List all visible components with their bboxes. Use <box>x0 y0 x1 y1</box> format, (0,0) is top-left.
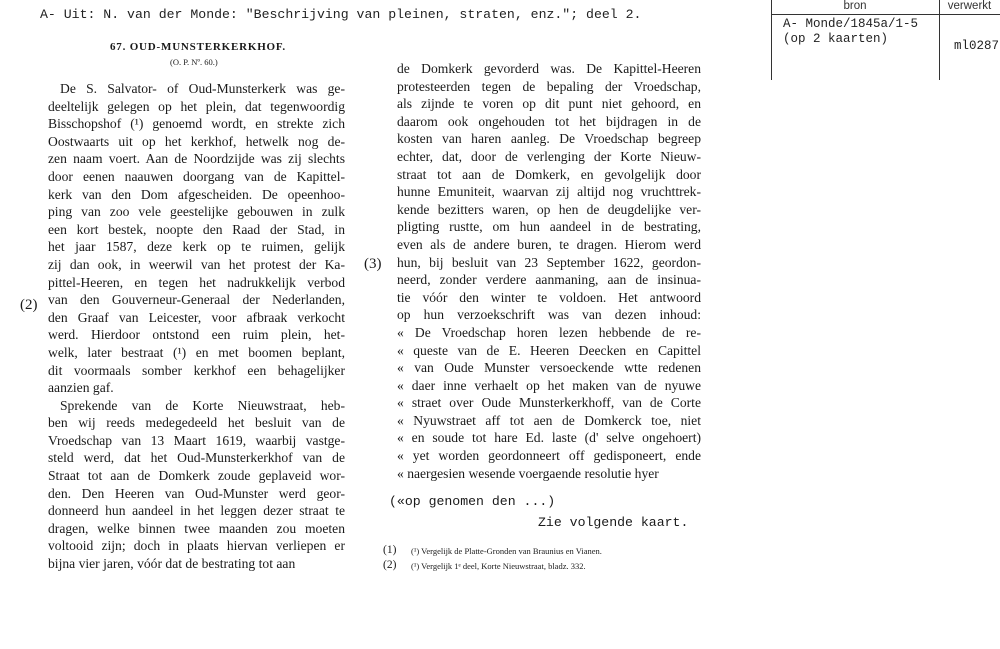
table-border-left <box>771 0 772 80</box>
text-line: neerd, zonder verdere aanmaning, aan de insinua- <box>397 272 701 288</box>
text-line: « en soude tot hare Ed. laste (d' selve ongehoert) <box>397 430 701 446</box>
text-line: tie vóór den winter te voldoen. Het antwoord <box>397 289 701 305</box>
text-line: even als de andere buren, te dragen. Hierom werd <box>397 236 701 252</box>
text-line: daarom ook ongehouden tot het bijdragen in de <box>397 113 701 129</box>
text-line: Vroedschap van 13 Maart 1619, waarbij vastge- <box>48 432 345 448</box>
text-line: voltooid zijn; doch in plaats hiervan verliepen er <box>48 538 345 554</box>
text-line: deeltelijk gelegen op het plein, dat tegenwoordig <box>48 98 345 114</box>
text-line: donneerd hun aandeel in het leggen dezer straat te <box>48 503 345 519</box>
text-line: zen naam voert. Aan de Noordzijde was zij slechts <box>48 151 345 167</box>
table-header-verwerkt: verwerkt <box>947 0 992 12</box>
text-line: welk, later bestraat (¹) en met boomen beplant, <box>48 344 345 360</box>
bron-line: A- Monde/1845a/1-5 <box>783 17 919 31</box>
text-line: zij dan ook, in weerwil van het protest der Ka- <box>48 256 345 272</box>
text-line: Oostwaarts uit op het kerkhof, hetwelk nog de- <box>48 133 345 149</box>
text-line: werd. Hierdoor ontstond een ruim plein, het- <box>48 327 345 343</box>
text-line: protesteerden tegen de bepaling der Vroedschap, <box>397 78 701 94</box>
text-line: « queste van de E. Heeren Deecken en Capittel <box>397 342 701 358</box>
text-line: pittel-Heeren, en tegen het nadrukkelijk verbod <box>48 274 345 290</box>
table-cell-bron <box>783 17 918 47</box>
text-line: echter, dat, door de verlenging der Korte Nieuw- <box>397 148 701 164</box>
text-line: dragen, welke binnen twee maanden zou moeten <box>48 520 345 536</box>
footnote-mark: (1) <box>383 544 397 556</box>
margin-note-2: (2) <box>20 297 38 313</box>
article-subheading: (O. P. Nº. 60.) <box>170 57 218 67</box>
continuation-note: Zie volgende kaart. <box>538 515 689 530</box>
text-line: aanzien gaf. <box>48 380 114 396</box>
text-column-right <box>397 60 701 482</box>
table-column-divider <box>939 0 940 80</box>
text-line: « De Vroedschap horen lezen hebbende de re- <box>397 324 701 340</box>
text-line: de Domkerk gevorderd was. De Kapittel-Heeren <box>397 61 701 76</box>
text-line: hun, bij besluit van 23 September 1622, geordon- <box>397 254 701 270</box>
text-line: « yet worden geordonneert off gedisponeert, ende <box>397 448 701 464</box>
text-line: Sprekende van de Korte Nieuwstraat, heb- <box>60 397 345 413</box>
text-line: op hun verzoekschrift was van dezen inhoud: <box>397 307 701 323</box>
text-line: pligting rustte, om hun aandeel in de bestrating, <box>397 219 701 235</box>
footnote-text: (¹) Vergelijk 1ᵉ deel, Korte Nieuwstraat, bladz. 332. <box>411 561 586 571</box>
text-line: steld werd, dat het Oud-Munsterkerkhof van de <box>48 450 345 466</box>
text-line: dit voormaals somber kerkhof een behagelijker <box>48 362 345 378</box>
source-citation-line: A- Uit: N. van der Monde: "Beschrijving van pleinen, straten, enz."; deel 2. <box>40 7 642 22</box>
margin-note-3: (3) <box>364 256 382 272</box>
text-line: den. Den Heeren van Oud-Munster werd geor- <box>48 485 345 501</box>
text-line: « van Oude Munster versoeckende wtte redenen <box>397 360 701 376</box>
text-line: straat tot aan de Domkerk, en gevolgelijk door <box>397 166 701 182</box>
text-line: van den Gouverneur-Generaal der Nederlanden, <box>48 292 345 308</box>
text-line: hunne Emuniteit, waarvan zij altijd nog vruchttrek- <box>397 184 701 200</box>
table-header-divider <box>771 14 1000 15</box>
text-line: den Graaf van Leicester, voor afbraak verkocht <box>48 309 345 325</box>
table-cell-verwerkt: ml0287 <box>954 39 1000 53</box>
text-line: een kort bestek, noopte den Raad der Stad, in <box>48 221 345 237</box>
bron-line: (op 2 kaarten) <box>783 32 889 46</box>
text-line: Bisschopshof (¹) genoemd wordt, en strekte zich <box>48 116 345 132</box>
text-column-left <box>48 80 345 573</box>
footnote-mark: (2) <box>383 559 397 571</box>
text-line: kerk van den Dom afgescheiden. De opeenhoo- <box>48 186 345 202</box>
text-line: ben wij reeds medegedeeld het besluit van de <box>48 415 345 431</box>
quote-end-note: («op genomen den ...) <box>389 494 556 509</box>
text-line: ping van zoo vele geestelijke gebouwen in zulk <box>48 204 345 220</box>
text-line: Straat tot aan de Domkerk zoude geplaveid wor- <box>48 468 345 484</box>
text-line: het jaar 1587, deze kerk op te ruimen, gelijk <box>48 239 345 255</box>
source-metadata-table <box>771 0 1000 80</box>
text-line: « daer inne verhaelt op het maken van de nyuwe <box>397 377 701 393</box>
text-line: als zijnde te voren op dit punt niet gehoord, en <box>397 96 701 112</box>
article-heading: 67. OUD-MUNSTERKERKHOF. <box>110 41 286 53</box>
text-line: kosten van haren aanleg. De Vroedschap begreep <box>397 131 701 147</box>
text-line: De S. Salvator- of Oud-Munsterkerk was ge- <box>60 81 345 96</box>
text-line: « straet over Oude Munsterkerkhoff, van de Corte <box>397 395 701 411</box>
text-line: door eenen naauwen doorgang van de Kapittel- <box>48 168 345 184</box>
footnote-text: (¹) Vergelijk de Platte-Gronden van Braunius en Vianen. <box>411 546 602 556</box>
text-line: « Nyuwstraet aff tot aen de Domkerck toe, niet <box>397 412 701 428</box>
text-line: « naergesien wesende voergaende resolutie hyer <box>397 465 659 481</box>
text-line: kende bezitters waren, op hen de deugdelijke ver- <box>397 201 701 217</box>
table-header-bron: bron <box>843 0 867 12</box>
text-line: bijna vier jaren, vóór dat de bestrating tot aan <box>48 556 296 572</box>
